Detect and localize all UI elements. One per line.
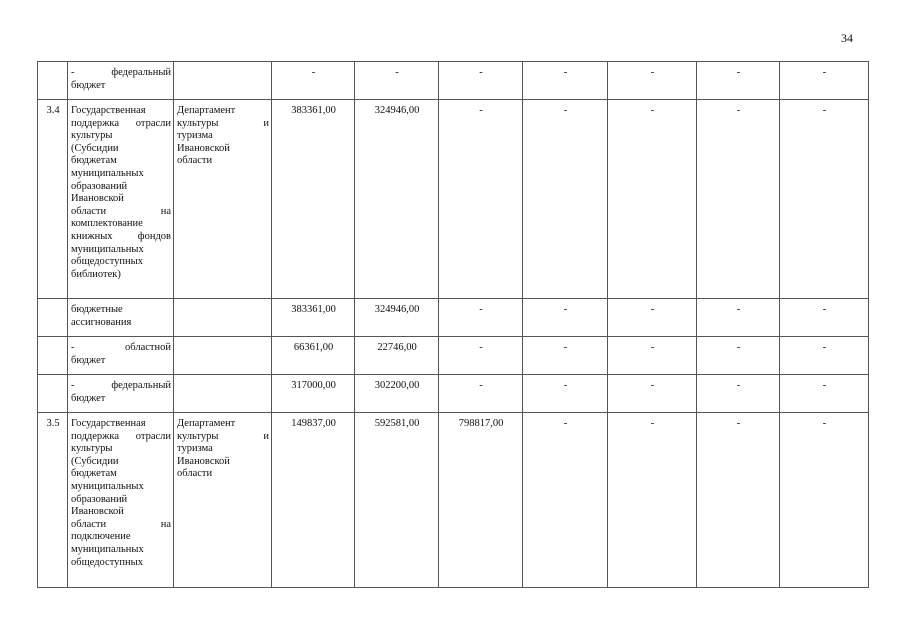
value-cell-5: - <box>608 413 697 588</box>
value-cell-7: - <box>780 100 869 299</box>
value-cell-3: - <box>439 62 523 100</box>
word: ассигнования <box>71 316 132 328</box>
measure-name-cell-line <box>71 168 171 181</box>
measure-name-cell <box>68 100 174 299</box>
executor-cell-line <box>177 456 269 469</box>
value-cell-1: 66361,00 <box>272 337 355 375</box>
executor-cell <box>174 62 272 100</box>
row-number-cell: 3.4 <box>38 100 68 299</box>
word: Департамент <box>177 418 236 429</box>
executor-cell-line <box>177 443 269 456</box>
value-cell-7: - <box>780 337 869 375</box>
measure-name-cell-line <box>71 468 171 481</box>
word: муниципальных <box>71 480 144 492</box>
value-cell-3: - <box>439 299 523 337</box>
measure-name-cell-line <box>71 456 171 469</box>
word: туризма <box>177 443 213 455</box>
executor-cell-line <box>177 431 269 444</box>
word: культуры <box>177 117 219 129</box>
word: - <box>71 67 75 78</box>
value-cell-6: - <box>697 100 780 299</box>
word: бюджет <box>71 354 106 366</box>
value-cell-6: - <box>697 413 780 588</box>
word: комплектование <box>71 218 143 230</box>
word: бюджетам <box>71 468 117 480</box>
value-cell-3: - <box>439 100 523 299</box>
measure-name-cell-line <box>71 355 171 368</box>
measure-name-cell-line <box>71 181 171 194</box>
measure-name-cell-line <box>71 304 171 317</box>
word: Ивановской <box>177 142 230 154</box>
word: муниципальных <box>71 167 144 179</box>
value-cell-2: 592581,00 <box>355 413 439 588</box>
word: муниципальных <box>71 543 144 555</box>
table-row <box>38 62 869 100</box>
row-number-cell: 3.5 <box>38 413 68 588</box>
word: поддержка <box>71 430 120 442</box>
value-cell-7: - <box>780 413 869 588</box>
measure-name-cell-line <box>71 506 171 519</box>
value-cell-7: - <box>780 299 869 337</box>
word: Государственная <box>71 418 146 429</box>
measure-name-cell-line <box>71 557 171 570</box>
measure-name-cell-line <box>71 544 171 557</box>
word: области <box>71 518 107 530</box>
table-row <box>38 413 869 588</box>
word: (Субсидии <box>71 142 119 154</box>
word: подключение <box>71 531 131 543</box>
measure-name-cell-line <box>71 431 171 444</box>
word: культуры <box>71 443 113 455</box>
measure-name-cell-line <box>71 155 171 168</box>
value-cell-5: - <box>608 375 697 413</box>
measure-name-cell-line <box>71 269 171 282</box>
word: Ивановской <box>71 506 124 518</box>
word: федеральный <box>111 67 171 78</box>
word: отрасли <box>135 430 171 442</box>
word: и <box>263 117 269 129</box>
measure-name-cell-line <box>71 231 171 244</box>
word: на <box>160 205 171 217</box>
executor-cell-line <box>177 118 269 131</box>
value-cell-3: 798817,00 <box>439 413 523 588</box>
word: фондов <box>137 230 171 242</box>
measure-name-cell-line <box>71 80 171 93</box>
value-cell-2: 324946,00 <box>355 100 439 299</box>
word: федеральный <box>111 380 171 391</box>
measure-name-cell-line <box>71 380 171 393</box>
value-cell-4: - <box>523 299 608 337</box>
measure-name-cell-line <box>71 218 171 231</box>
value-cell-1: 383361,00 <box>272 299 355 337</box>
value-cell-6: - <box>697 62 780 100</box>
table-row <box>38 100 869 299</box>
value-cell-5: - <box>608 337 697 375</box>
page-number: 34 <box>841 31 853 45</box>
value-cell-6: - <box>697 337 780 375</box>
executor-cell-line <box>177 155 269 168</box>
measure-name-cell-line <box>71 342 171 355</box>
value-cell-1: 383361,00 <box>272 100 355 299</box>
value-cell-1: - <box>272 62 355 100</box>
executor-cell-line <box>177 468 269 481</box>
measure-name-cell-line <box>71 143 171 156</box>
value-cell-3: - <box>439 375 523 413</box>
executor-cell-line <box>177 105 269 118</box>
word: образований <box>71 180 128 192</box>
value-cell-4: - <box>523 413 608 588</box>
measure-name-cell <box>68 375 174 413</box>
word: области <box>177 468 213 480</box>
word: бюджетам <box>71 155 117 167</box>
word: общедоступных <box>71 556 143 568</box>
measure-name-cell-line <box>71 206 171 219</box>
measure-name-cell-line <box>71 393 171 406</box>
word: Ивановской <box>177 455 230 467</box>
value-cell-6: - <box>697 375 780 413</box>
executor-cell <box>174 100 272 299</box>
measure-name-cell-line <box>71 244 171 257</box>
value-cell-5: - <box>608 100 697 299</box>
word: на <box>160 518 171 530</box>
measure-name-cell-line <box>71 481 171 494</box>
executor-cell-line <box>177 143 269 156</box>
word: книжных <box>71 230 113 242</box>
word: бюджет <box>71 79 106 91</box>
measure-name-cell-line <box>71 443 171 456</box>
measure-name-cell-line <box>71 67 171 80</box>
word: культуры <box>177 430 219 442</box>
word: муниципальных <box>71 243 144 255</box>
value-cell-4: - <box>523 62 608 100</box>
value-cell-2: - <box>355 62 439 100</box>
value-cell-2: 324946,00 <box>355 299 439 337</box>
measure-name-cell <box>68 413 174 588</box>
word: - <box>71 380 75 391</box>
measure-name-cell-line <box>71 193 171 206</box>
word: Департамент <box>177 105 236 116</box>
word: бюджет <box>71 392 106 404</box>
word: общедоступных <box>71 256 143 268</box>
executor-cell-line <box>177 418 269 431</box>
word: (Субсидии <box>71 455 119 467</box>
row-number-cell <box>38 337 68 375</box>
word: области <box>177 155 213 167</box>
table-row <box>38 299 869 337</box>
measure-name-cell-line <box>71 531 171 544</box>
row-number-cell <box>38 62 68 100</box>
measure-name-cell-line <box>71 130 171 143</box>
table-row <box>38 337 869 375</box>
executor-cell-line <box>177 130 269 143</box>
measure-name-cell-line <box>71 519 171 532</box>
word: Государственная <box>71 105 146 116</box>
value-cell-6: - <box>697 299 780 337</box>
table-row <box>38 375 869 413</box>
executor-cell <box>174 375 272 413</box>
measure-name-cell <box>68 337 174 375</box>
value-cell-4: - <box>523 375 608 413</box>
executor-cell <box>174 413 272 588</box>
measure-name-cell-line <box>71 105 171 118</box>
executor-cell <box>174 337 272 375</box>
word: образований <box>71 493 128 505</box>
word: - <box>71 342 75 353</box>
word: поддержка <box>71 117 120 129</box>
measure-name-cell-line <box>71 256 171 269</box>
value-cell-1: 149837,00 <box>272 413 355 588</box>
measure-name-cell <box>68 299 174 337</box>
row-number-cell <box>38 375 68 413</box>
row-number-cell <box>38 299 68 337</box>
value-cell-1: 317000,00 <box>272 375 355 413</box>
value-cell-7: - <box>780 375 869 413</box>
value-cell-7: - <box>780 62 869 100</box>
word: бюджетные <box>71 304 123 315</box>
word: и <box>263 430 269 442</box>
word: области <box>71 205 107 217</box>
measure-name-cell-line <box>71 494 171 507</box>
word: библиотек) <box>71 268 121 280</box>
budget-table <box>37 61 869 588</box>
value-cell-2: 22746,00 <box>355 337 439 375</box>
value-cell-5: - <box>608 299 697 337</box>
value-cell-3: - <box>439 337 523 375</box>
measure-name-cell-line <box>71 118 171 131</box>
word: культуры <box>71 130 113 142</box>
measure-name-cell-line <box>71 317 171 330</box>
word: туризма <box>177 130 213 142</box>
value-cell-2: 302200,00 <box>355 375 439 413</box>
value-cell-4: - <box>523 337 608 375</box>
executor-cell <box>174 299 272 337</box>
value-cell-4: - <box>523 100 608 299</box>
measure-name-cell <box>68 62 174 100</box>
measure-name-cell-line <box>71 418 171 431</box>
value-cell-5: - <box>608 62 697 100</box>
word: отрасли <box>135 117 171 129</box>
word: Ивановской <box>71 193 124 205</box>
word: областной <box>125 342 171 353</box>
